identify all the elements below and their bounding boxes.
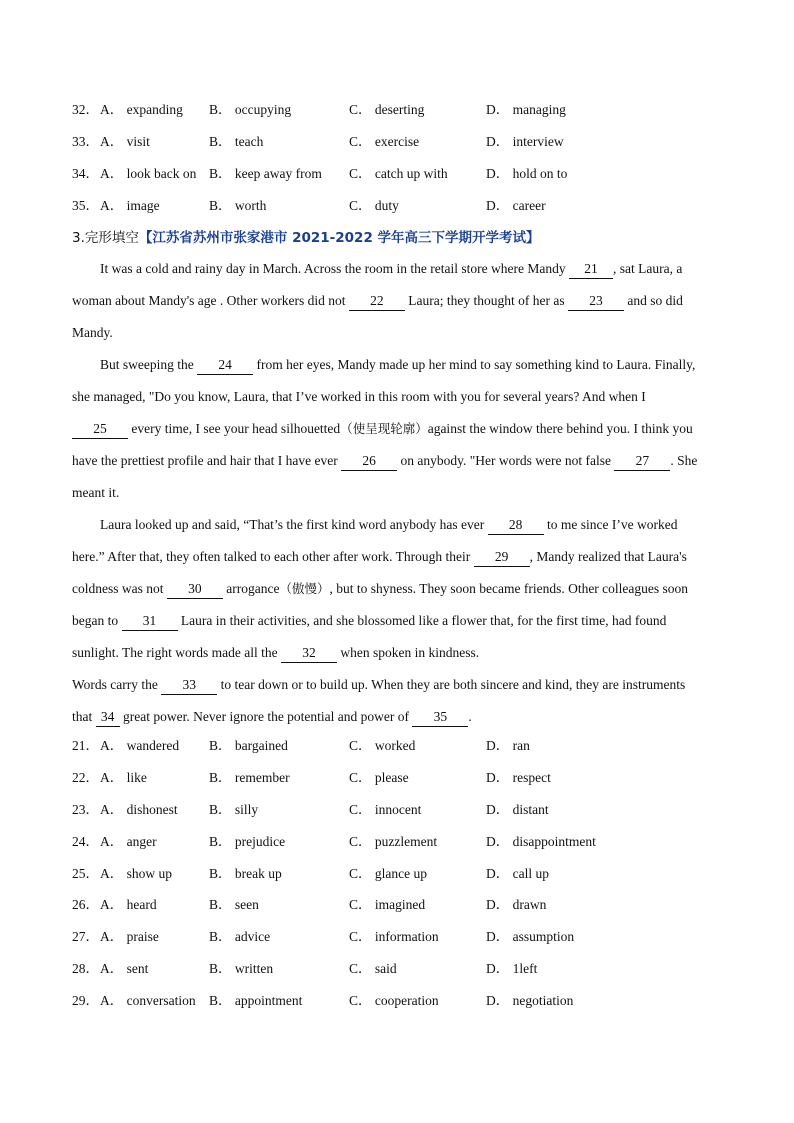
choice-b: B． prejudice <box>209 834 286 849</box>
blank-24: 24 <box>197 356 253 375</box>
choice-d: D． managing <box>486 102 566 117</box>
blank-31: 31 <box>122 612 178 631</box>
question-number: 32． <box>72 102 99 117</box>
chinese-gloss: （使呈现轮廓） <box>340 421 428 436</box>
choice-d: D． disappointment <box>486 834 596 849</box>
choice-c: C． exercise <box>349 134 420 149</box>
blank-25: 25 <box>72 420 128 439</box>
section-label: 3.完形填空 <box>72 230 139 246</box>
blank-21: 21 <box>569 260 613 279</box>
passage-line <box>72 546 687 568</box>
passage-text: have the prettiest profile and hair that I have ever <box>72 453 342 468</box>
passage-text: great power. Never ignore the potential and power of <box>119 709 413 724</box>
chinese-gloss: （傲慢） <box>279 581 330 596</box>
question-number: 26． <box>72 897 99 912</box>
passage-text: when spoken in kindness. <box>336 645 480 660</box>
blank-26: 26 <box>341 452 397 471</box>
choice-a: A． sent <box>100 961 149 976</box>
choice-d: D． hold on to <box>486 166 568 181</box>
passage-text: Mandy. <box>72 325 113 340</box>
passage-line <box>72 450 697 472</box>
choice-b: B． worth <box>209 198 267 213</box>
choice-c: C． deserting <box>349 102 425 117</box>
passage-text: to me since I’ve worked <box>543 517 678 532</box>
passage-text: coldness was not <box>72 581 167 596</box>
choice-a: A． conversation <box>100 993 196 1008</box>
passage-line <box>72 642 479 664</box>
choice-a: A． heard <box>100 897 157 912</box>
choice-c: C． imagined <box>349 897 426 912</box>
choice-c: C． said <box>349 961 397 976</box>
passage-line <box>72 418 693 440</box>
question-number: 22． <box>72 770 99 785</box>
choice-a: A． dishonest <box>100 802 178 817</box>
choice-b: B． seen <box>209 897 259 912</box>
blank-27: 27 <box>614 452 670 471</box>
question-number: 25． <box>72 866 99 881</box>
blank-35: 35 <box>412 708 468 727</box>
passage-text: Words carry the <box>72 677 162 692</box>
choice-a: A． image <box>100 198 160 213</box>
blank-28: 28 <box>488 516 544 535</box>
choice-a: A． expanding <box>100 102 183 117</box>
passage-text: . <box>468 709 472 724</box>
blank-30: 30 <box>167 580 223 599</box>
choice-b: B． written <box>209 961 274 976</box>
question-number: 24． <box>72 834 99 849</box>
passage-text: , sat Laura, a <box>613 261 683 276</box>
blank-22: 22 <box>349 292 405 311</box>
passage-text: every time, I see your head silhouetted <box>128 421 341 436</box>
passage-text: arrogance <box>222 581 280 596</box>
choice-b: B． appointment <box>209 993 303 1008</box>
choice-d: D． ran <box>486 738 530 753</box>
passage-line <box>100 258 682 280</box>
passage-text: against the window there behind you. I think you <box>427 421 693 436</box>
passage-text: she managed, "Do you know, Laura, that I’ve worked in this room with you for several years? And when I <box>72 389 646 404</box>
choice-b: B． remember <box>209 770 290 785</box>
choice-c: C． worked <box>349 738 416 753</box>
blank-34: 34 <box>96 708 120 727</box>
passage-text: here.” After that, they often talked to each other after work. Through their <box>72 549 474 564</box>
choice-c: C． glance up <box>349 866 427 881</box>
passage-text: . She <box>670 453 698 468</box>
choice-d: D． respect <box>486 770 551 785</box>
section-source: 【江苏省苏州市张家港市 2021-2022 学年高三下学期开学考试】 <box>138 230 540 246</box>
passage-text: Laura in their activities, and she blossomed like a flower that, for the first time, had found <box>177 613 667 628</box>
passage-text: , Mandy realized that Laura's <box>529 549 687 564</box>
question-number: 27． <box>72 929 99 944</box>
passage-text: It was a cold and rainy day in March. Across the room in the retail store where Mandy <box>100 261 569 276</box>
choice-a: A． visit <box>100 134 150 149</box>
choice-d: D． 1left <box>486 961 538 976</box>
passage-text: began to <box>72 613 122 628</box>
choice-b: B． teach <box>209 134 264 149</box>
passage-text: Laura; they thought of her as <box>404 293 568 308</box>
blank-32: 32 <box>281 644 337 663</box>
choice-b: B． advice <box>209 929 271 944</box>
passage-text: woman about Mandy's age . Other workers did not <box>72 293 349 308</box>
passage-line <box>72 610 666 632</box>
passage-text: that <box>72 709 96 724</box>
choice-a: A． like <box>100 770 147 785</box>
choice-c: C． cooperation <box>349 993 439 1008</box>
question-number: 21． <box>72 738 99 753</box>
section-title <box>72 227 540 249</box>
choice-d: D． interview <box>486 134 564 149</box>
choice-c: C． catch up with <box>349 166 448 181</box>
passage-text: to tear down or to build up. When they are both sincere and kind, they are instruments <box>217 677 686 692</box>
passage-line <box>72 322 113 344</box>
question-number: 33． <box>72 134 99 149</box>
passage-text: on anybody. "Her words were not false <box>397 453 615 468</box>
passage-text: meant it. <box>72 485 120 500</box>
question-number: 23． <box>72 802 99 817</box>
choice-c: C． puzzlement <box>349 834 438 849</box>
passage-line <box>72 578 688 600</box>
question-number: 34． <box>72 166 99 181</box>
choice-a: A． show up <box>100 866 173 881</box>
question-number: 29． <box>72 993 99 1008</box>
choice-a: A． anger <box>100 834 157 849</box>
blank-23: 23 <box>568 292 624 311</box>
passage-text: from her eyes, Mandy made up her mind to say something kind to Laura. Finally, <box>253 357 696 372</box>
question-number: 35． <box>72 198 99 213</box>
choice-b: B． break up <box>209 866 282 881</box>
blank-33: 33 <box>161 676 217 695</box>
choice-d: D． distant <box>486 802 549 817</box>
passage-text: and so did <box>623 293 683 308</box>
choice-d: D． assumption <box>486 929 575 944</box>
blank-29: 29 <box>474 548 530 567</box>
passage-line <box>100 514 677 536</box>
choice-b: B． bargained <box>209 738 288 753</box>
choice-b: B． keep away from <box>209 166 322 181</box>
passage-text: sunlight. The right words made all the <box>72 645 281 660</box>
choice-d: D． drawn <box>486 897 547 912</box>
choice-d: D． call up <box>486 866 549 881</box>
passage-line <box>100 354 695 376</box>
choice-d: D． career <box>486 198 546 213</box>
choice-c: C． innocent <box>349 802 422 817</box>
choice-a: A． look back on <box>100 166 197 181</box>
passage-text: Laura looked up and said, “That’s the first kind word anybody has ever <box>100 517 488 532</box>
passage-text: , but to shyness. They soon became friends. Other colleagues soon <box>329 581 689 596</box>
choice-a: A． praise <box>100 929 159 944</box>
passage-line <box>72 386 646 408</box>
passage-line <box>72 482 119 504</box>
passage-line <box>72 290 683 312</box>
choice-c: C． information <box>349 929 439 944</box>
passage-text: But sweeping the <box>100 357 198 372</box>
choice-b: B． silly <box>209 802 259 817</box>
passage-line <box>72 674 685 696</box>
question-number: 28． <box>72 961 99 976</box>
choice-c: C． duty <box>349 198 399 213</box>
choice-c: C． please <box>349 770 409 785</box>
choice-b: B． occupying <box>209 102 292 117</box>
choice-d: D． negotiation <box>486 993 574 1008</box>
choice-a: A． wandered <box>100 738 180 753</box>
passage-line <box>72 706 472 728</box>
